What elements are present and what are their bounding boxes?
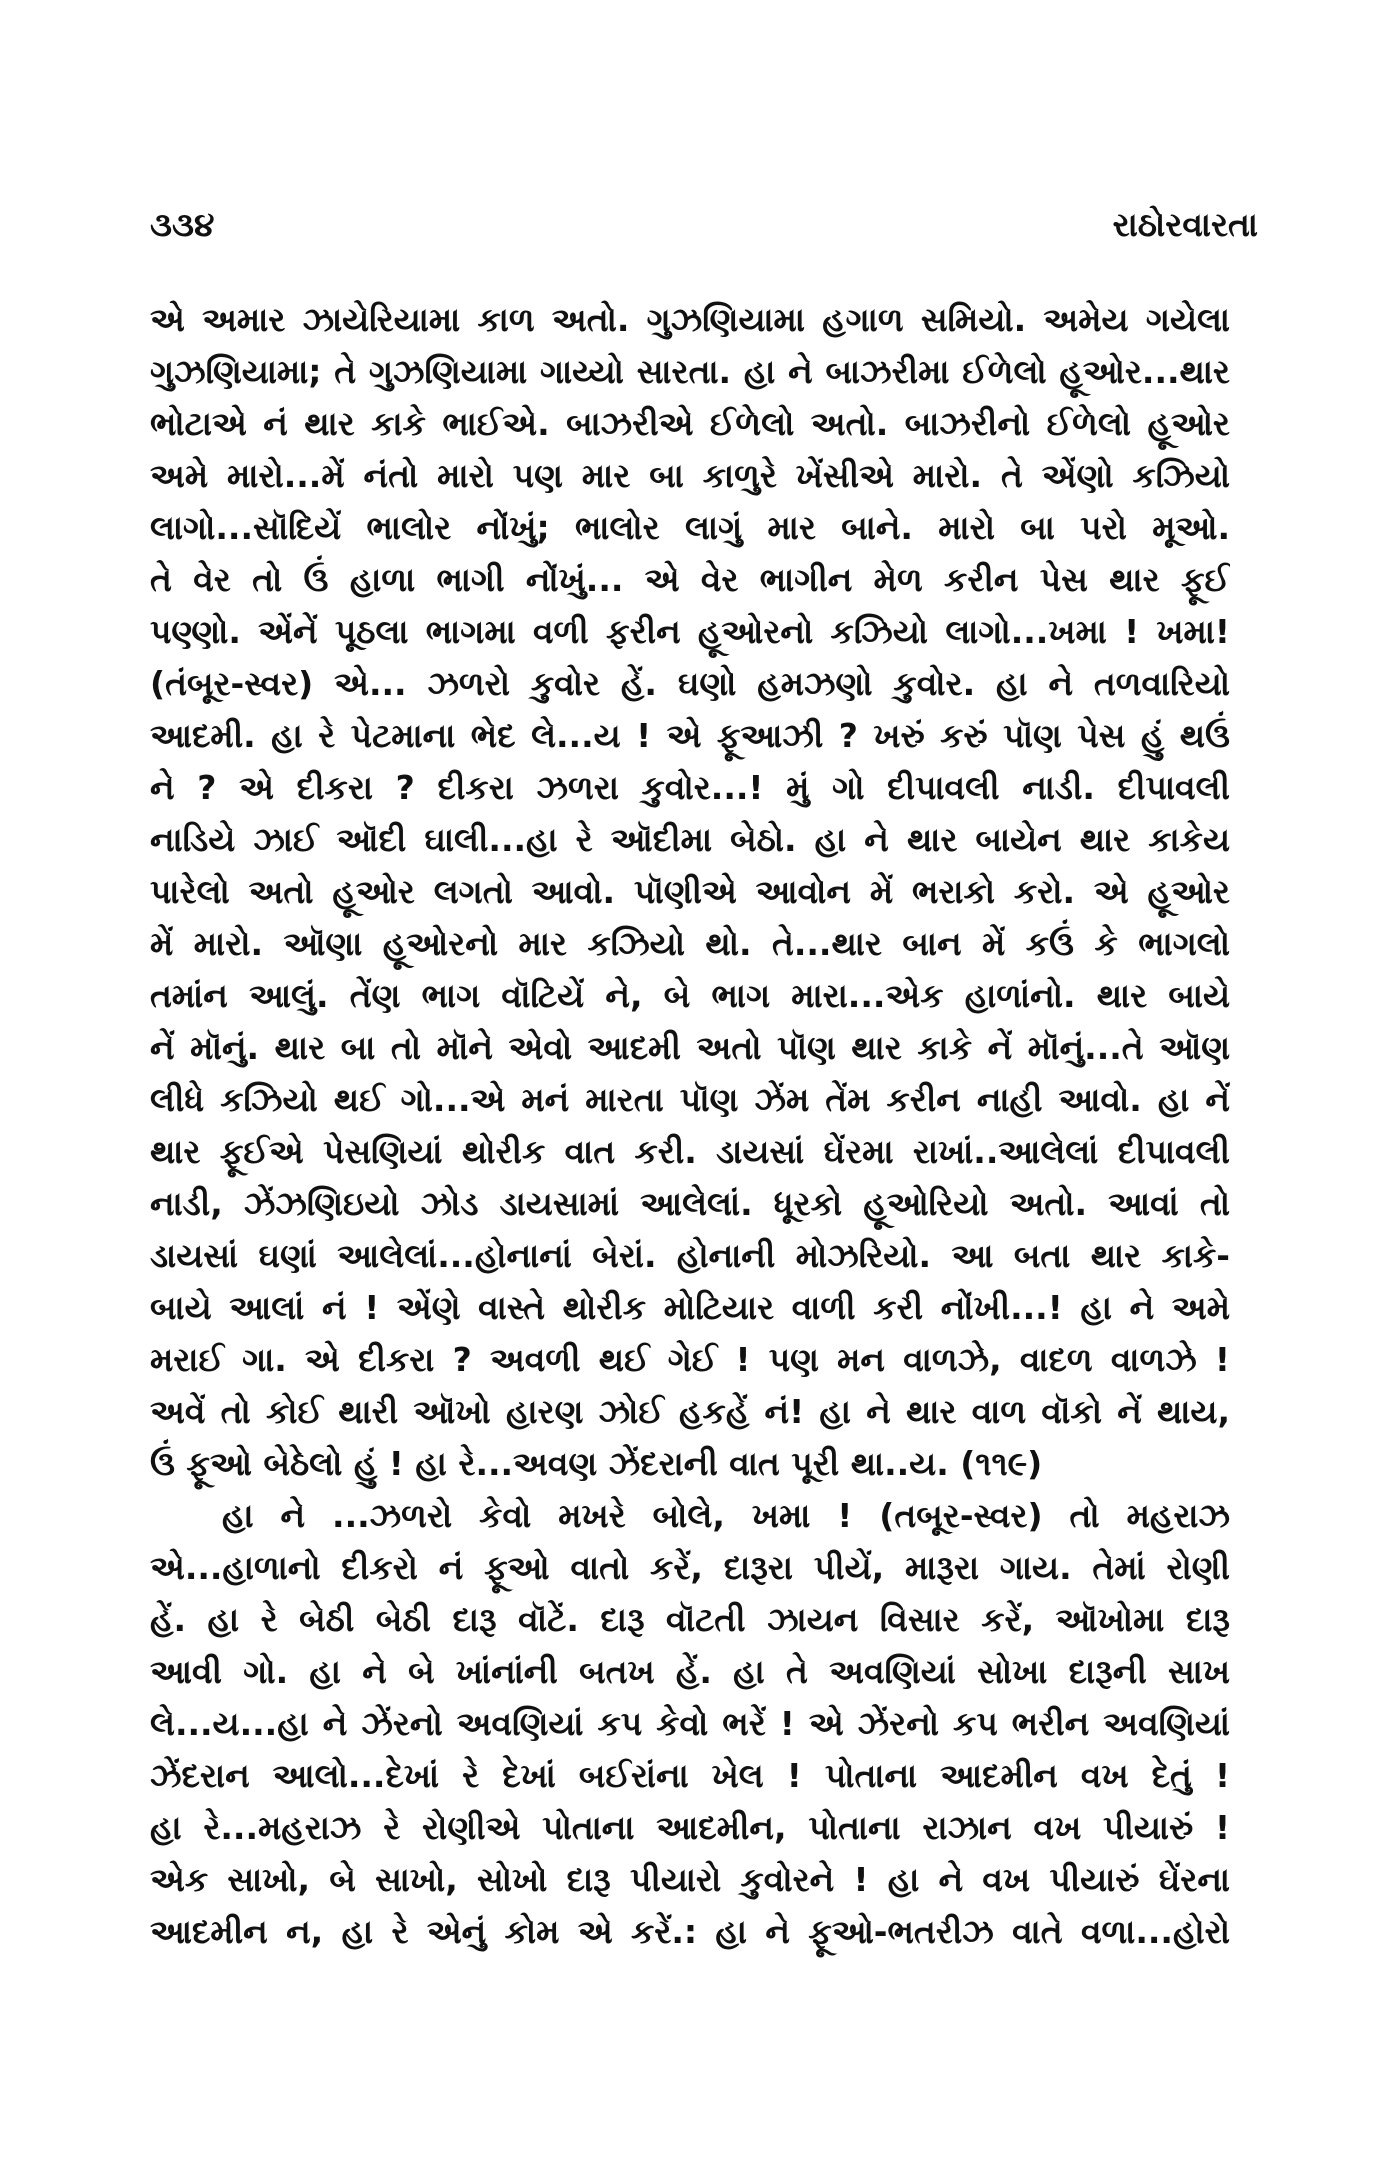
- text-line: લે...ય...હા ને ઝેંરનો અવણિયાં કપ કેવો ભરેં ! એ ઝેંરનો કપ ભરીન અવણિયાં: [150, 1704, 1230, 1743]
- running-title: રાઠોરવારતા: [1112, 205, 1258, 244]
- text-line: ઝેંદરાન આલો...દેખાં રે દેખાં બઈરાંના ખેલ ! પોતાના આદમીન વખ દેતું !: [150, 1756, 1230, 1795]
- text-line: એ અમાર ઝાયેરિયામા કાળ અતો. ગુઝણિયામા હગાળ સમિયો. અમેય ગયેલા: [150, 300, 1230, 339]
- text-line: પણ્ણો. એંનેં પૂઠલા ભાગમા વળી ફરીન હૂઓરનો કઝિયો લાગો...ખમા ! ખમા!: [150, 612, 1230, 651]
- text-line: લીધે કઝિયો થઈ ગો...એ મનં મારતા પૉણ ઝેંમ તેંમ કરીન નાહી આવો. હા નેં: [150, 1080, 1230, 1119]
- text-line: એ...હાળાનો દીકરો નં ફૂઓ વાતો કરેં, દારૂરા પીયેં, મારૂરા ગાય. તેમાં રોણી: [150, 1548, 1230, 1587]
- page-number: ૩૩૪: [150, 205, 215, 244]
- text-line: મેં મારો. ઑણા હૂઓરનો માર કઝિયો થો. તે...થાર બાન મેં કઉં કે ભાગલો: [150, 924, 1230, 963]
- page-header: [150, 205, 1258, 255]
- text-line: એક સાખો, બે સાખો, સોખો દારૂ પીયારો કુવોરને ! હા ને વખ પીયારું ઘેંરના: [150, 1860, 1230, 1899]
- text-line: થાર ફૂઈએ પેસણિયાં થોરીક વાત કરી. ડાયસાં ઘેંરમા રાખાં..આલેલાં દીપાવલી: [150, 1132, 1230, 1171]
- text-line: હેં. હા રે બેઠી બેઠી દારૂ વૉટેં. દારૂ વૉટતી ઝાયન વિસાર કરેં, ઑખોમા દારૂ: [150, 1600, 1230, 1639]
- paragraph-2: [150, 1490, 1230, 1958]
- text-line: હા રે...મહરાઝ રે રોણીએ પોતાના આદમીન, પોતાના રાઝાન વખ પીયારું !: [150, 1808, 1230, 1847]
- text-line: નાડિયે ઝાઈ ઑદી ઘાલી...હા રે ઑદીમા બેઠો. હા ને થાર બાયેન થાર કાકેય: [150, 820, 1230, 859]
- text-line: આવી ગો. હા ને બે ખાંનાંની બતખ હેં. હા તે અવણિયાં સોખા દારૂની સાખ: [150, 1652, 1230, 1691]
- text-line: ને ? એ દીકરા ? દીકરા ઝળરા કુવોર...! મું ગો દીપાવલી નાડી. દીપાવલી: [150, 768, 1230, 807]
- text-line: પારેલો અતો હૂઓર લગતો આવો. પૉણીએ આવોન મેં ભરાકો કરો. એ હૂઓર: [150, 872, 1230, 911]
- text-line: ઉં ફૂઓ બેઠેલો હું ! હા રે...અવણ ઝેંદરાની વાત પૂરી થા..ય. (૧૧૯): [150, 1444, 1043, 1483]
- text-line: આદમીન ન, હા રે એનું કોમ એ કરેં.: હા ને ફૂઓ-ભતરીઝ વાતે વળા...હોરો: [150, 1912, 1230, 1951]
- text-line: ગુઝણિયામા; તે ગુઝણિયામા ગાય્યો સારતા. હા ને બાઝરીમા ઈળેલો હૂઓર...થાર: [150, 352, 1230, 391]
- text-line: મરાઈ ગા. એ દીકરા ? અવળી થઈ ગેઈ ! પણ મન વાળઝે, વાદળ વાળઝે !: [150, 1340, 1230, 1379]
- text-line: આદમી. હા રે પેટમાના ભેદ લે...ય ! એ ફૂઆઝી ? ખરું કરું પૉણ પેસ હું થઉં: [150, 716, 1230, 755]
- text-line: ભોટાએ નં થાર કાકે ભાઈએ. બાઝરીએ ઈળેલો અતો. બાઝરીનો ઈળેલો હૂઓર: [150, 404, 1230, 443]
- text-line: (તંબૂર-સ્વર) એ... ઝળરો કુવોર હેં. ઘણો હમઝણો કુવોર. હા ને તળવારિયો: [150, 664, 1230, 703]
- text-line: નાડી, ઝેંઝણિઇયો ઝોડ ડાયસામાં આલેલાં. ધૂરકો હૂઓરિયો અતો. આવાં તો: [150, 1184, 1230, 1223]
- text-line: હા ને ...ઝળરો કેવો મખરે બોલે, ખમા ! (તબૂર-સ્વર) તો મહરાઝ: [222, 1496, 1230, 1535]
- text-line: અમે મારો...મેં નંતો મારો પણ માર બા કાળુરે ખેંસીએ મારો. તે એંણો કઝિયો: [150, 456, 1230, 495]
- text-line: લાગો...સૉદિયેં ભાલોર નોંખું; ભાલોર લાગું માર બાને. મારો બા પરો મૂઓ.: [150, 508, 1230, 547]
- text-line: નેં મૉનું. થાર બા તો મૉને એવો આદમી અતો પૉણ થાર કાકે નેં મૉનું...તે ઑણ: [150, 1028, 1230, 1067]
- text-line: તમાંન આલું. તેંણ ભાગ વૉટિયેં ને, બે ભાગ મારા...એક હાળાંનો. થાર બાયે: [150, 976, 1230, 1015]
- text-line: બાયે આલાં નં ! એંણે વાસ્તે થોરીક મોટિયાર વાળી કરી નોંખી...! હા ને અમે: [150, 1288, 1230, 1327]
- paragraph-1: [150, 294, 1230, 1490]
- text-line: અવેં તો કોઈ થારી ઑખો હારણ ઝોઈ હકહેં નં! હા ને થાર વાળ વૉકો નેં થાય,: [150, 1392, 1230, 1431]
- text-line: ડાયસાં ઘણાં આલેલાં...હોનાનાં બેરાં. હોનાની મોઝરિયો. આ બતા થાર કાકે-: [150, 1236, 1230, 1275]
- text-line: તે વેર તો ઉં હાળા ભાગી નોંખું... એ વેર ભાગીન મેળ કરીન પેસ થાર ફૂઈ: [150, 560, 1230, 599]
